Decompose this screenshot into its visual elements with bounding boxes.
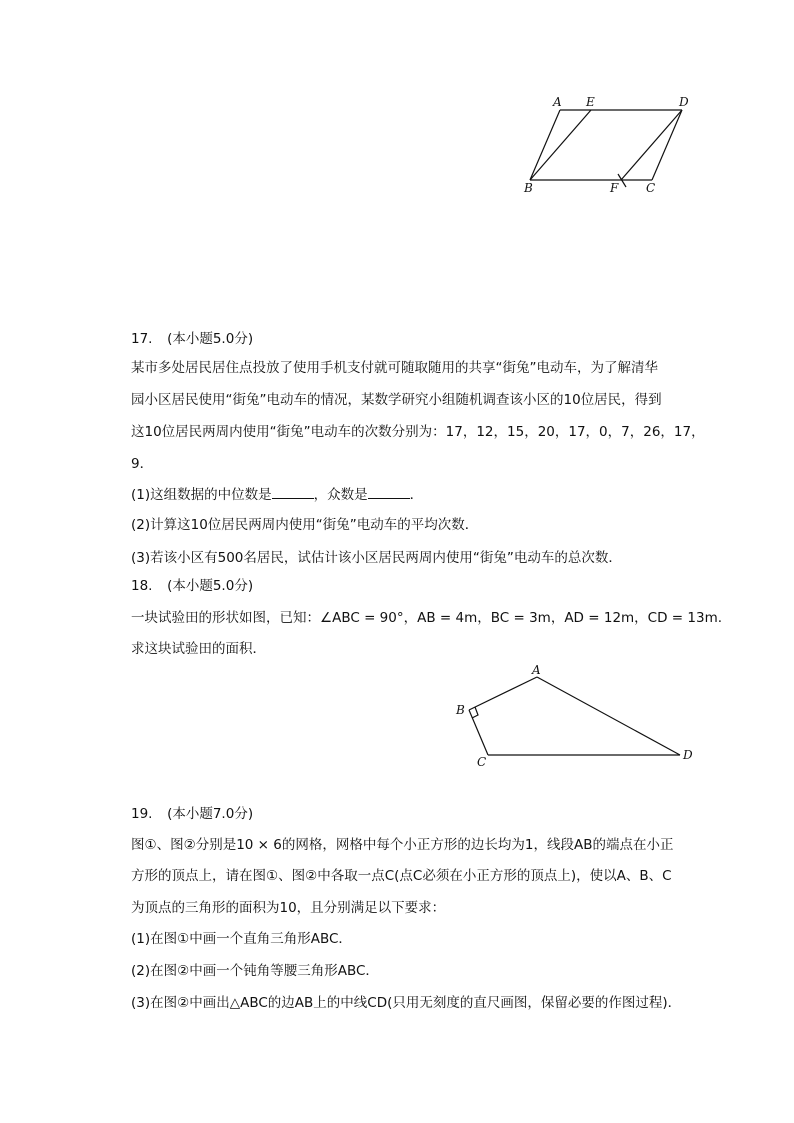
label-F: F (610, 181, 619, 195)
q19-sub1: (1)在图①中画一个直角三角形ABC． (131, 931, 352, 947)
q17-sub1-text-b: ，众数是 (313, 487, 368, 503)
q17-number: 17. (131, 331, 153, 347)
segment-DC (652, 110, 682, 180)
quadrilateral-figure (450, 660, 700, 770)
mode-blank[interactable] (368, 486, 410, 499)
q19-sub3: (3)在图②中画出△ABC的边AB上的中线CD(只用无刻度的直尺画图，保留必要的作图过程)． (131, 995, 682, 1011)
q19-tag: (本小题7.0分) (167, 806, 254, 822)
q17-sub1-text-a: (1)这组数据的中位数是 (131, 487, 272, 503)
q17-sub1 (131, 486, 423, 504)
q17-sub1-text-c: ． (409, 487, 424, 503)
label-D: D (683, 748, 693, 762)
q17-sub2: (2)计算这10位居民两周内使用“街兔”电动车的平均次数． (131, 517, 479, 533)
q18-header (131, 577, 253, 595)
q17-sub3: (3)若该小区有500名居民，试估计该小区居民两周内使用“街兔”电动车的总次数． (131, 550, 622, 566)
segment-BC (469, 710, 488, 755)
label-A: A (532, 663, 541, 677)
q19-line-3: 为顶点的三角形的面积为10，且分别满足以下要求： (131, 900, 446, 916)
label-B: B (456, 703, 465, 717)
q18-tag: (本小题5.0分) (167, 578, 254, 594)
label-A: A (553, 95, 562, 109)
q17-line-2: 园小区居民使用“街兔”电动车的情况，某数学研究小组随机调查该小区的10位居民，得到 (131, 392, 662, 408)
q19-line-1: 图①、图②分别是10 × 6的网格，网格中每个小正方形的边长均为1，线段AB的端点在小正 (131, 837, 674, 853)
segment-BE (530, 110, 591, 180)
q19-line-2: 方形的顶点上，请在图①、图②中各取一点C(点C必须在小正方形的顶点上)，使以A、B、C (131, 868, 672, 884)
q18-line-2: 求这块试验田的面积． (131, 641, 266, 657)
q17-line-3: 这10位居民两周内使用“街兔”电动车的次数分别为：17，12，15，20，17，0，7，26，17， (131, 424, 705, 440)
segment-AD (537, 677, 680, 755)
q17-header (131, 330, 253, 348)
q19-sub2: (2)在图②中画一个钝角等腰三角形ABC． (131, 963, 379, 979)
q19-header (131, 805, 253, 823)
q17-tag: (本小题5.0分) (167, 331, 254, 347)
median-blank[interactable] (272, 486, 314, 499)
label-C: C (646, 181, 656, 195)
q18-number: 18. (131, 578, 153, 594)
label-B: B (524, 181, 533, 195)
q19-number: 19. (131, 806, 153, 822)
q17-line-1: 某市多处居民居住点投放了使用手机支付就可随取随用的共享“街兔”电动车，为了解清华 (131, 360, 658, 376)
label-D: D (679, 95, 689, 109)
label-C: C (477, 755, 487, 769)
segment-FD (621, 110, 682, 180)
parallelogram-figure (515, 90, 695, 195)
label-E: E (586, 95, 595, 109)
q18-line-1: 一块试验田的形状如图，已知：∠ABC = 90°，AB = 4m，BC = 3m，AD = 12m，CD = 13m. (131, 610, 723, 626)
segment-AB (469, 677, 537, 710)
segment-AB (530, 110, 560, 180)
q17-line-4: 9． (131, 456, 154, 472)
